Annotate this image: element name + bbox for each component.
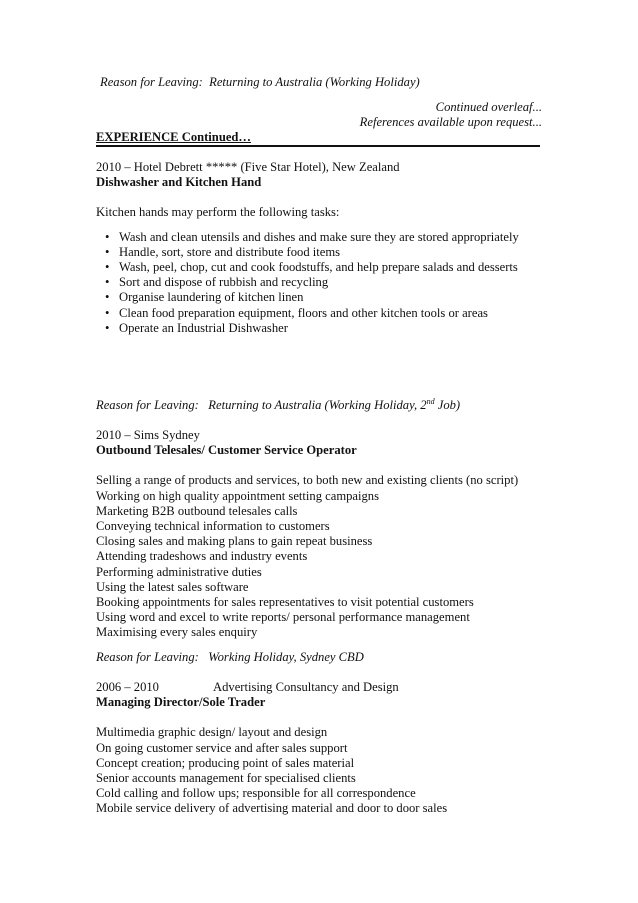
reason-label: Reason for Leaving: xyxy=(100,75,203,89)
reason-for-leaving-2 xyxy=(96,398,460,413)
bullet-icon: • xyxy=(105,229,110,244)
list-item: Cold calling and follow ups; responsible for all correspondence xyxy=(96,786,416,801)
list-item: Booking appointments for sales representatives to visit potential customers xyxy=(96,595,474,610)
job-advertising-dates-employer xyxy=(96,680,447,695)
list-item: Concept creation; producing point of sales material xyxy=(96,755,355,770)
bullet-icon: • xyxy=(105,260,110,275)
job-debrett xyxy=(96,160,519,336)
job-debrett-dates-employer: 2010 – Hotel Debrett ***** (Five Star Hotel), New Zealand xyxy=(96,160,400,174)
list-item: • Organise laundering of kitchen linen xyxy=(105,290,304,305)
list-item: • Wash and clean utensils and dishes and make sure they are stored appropriately xyxy=(105,229,519,244)
list-item: • Wash, peel, chop, cut and cook foodstuffs, and help prepare salads and desserts xyxy=(105,260,518,275)
list-item: Performing administrative duties xyxy=(96,564,262,579)
list-item: Working on high quality appointment setting campaigns xyxy=(96,488,380,503)
reason-for-leaving-1 xyxy=(100,75,420,90)
list-item: Attending tradeshows and industry events xyxy=(96,549,308,564)
bullet-icon: • xyxy=(105,290,110,305)
job-advertising xyxy=(96,680,447,817)
bullet-icon: • xyxy=(105,275,110,290)
job-debrett-intro: Kitchen hands may perform the following tasks: xyxy=(96,205,340,220)
reason-value: Working Holiday, Sydney CBD xyxy=(208,650,364,664)
references-note: References available upon request... xyxy=(359,115,542,129)
reason-value: Returning to Australia (Working Holiday) xyxy=(209,75,420,89)
job-advertising-employer: Advertising Consultancy and Design xyxy=(213,680,399,694)
list-item: Conveying technical information to customers xyxy=(96,519,330,534)
bullet-icon: • xyxy=(105,244,110,259)
job-advertising-dates: 2006 – 2010 xyxy=(96,680,159,694)
list-item: Selling a range of products and services, to both new and existing clients (no script) xyxy=(96,473,519,488)
job-sims xyxy=(96,428,518,641)
list-item: Using the latest sales software xyxy=(96,579,249,594)
experience-heading-text: EXPERIENCE Continued… xyxy=(96,130,252,144)
job-debrett-title: Dishwasher and Kitchen Hand xyxy=(96,175,262,190)
continued-overleaf: Continued overleaf... xyxy=(435,100,542,114)
list-item: Closing sales and making plans to gain repeat business xyxy=(96,534,373,549)
list-item: • Clean food preparation equipment, floors and other kitchen tools or areas xyxy=(105,305,488,320)
list-item: Mobile service delivery of advertising material and door to door sales xyxy=(96,801,448,816)
job-sims-dates-employer: 2010 – Sims Sydney xyxy=(96,428,200,442)
list-item: Marketing B2B outbound telesales calls xyxy=(96,503,298,518)
reason-value: Returning to Australia (Working Holiday, 2nd Job) xyxy=(208,396,461,412)
list-item: Maximising every sales enquiry xyxy=(96,625,258,640)
bullet-icon: • xyxy=(105,320,110,335)
list-item: • Operate an Industrial Dishwasher xyxy=(105,320,288,335)
list-item: • Handle, sort, store and distribute food items xyxy=(105,244,341,259)
reason-label: Reason for Leaving: xyxy=(96,398,199,412)
bullet-icon: • xyxy=(105,305,110,320)
list-item: Senior accounts management for specialised clients xyxy=(96,771,356,786)
list-item: On going customer service and after sales support xyxy=(96,740,348,755)
reason-label: Reason for Leaving: xyxy=(96,650,199,664)
reason-for-leaving-3 xyxy=(96,650,364,665)
job-debrett-task-list xyxy=(96,230,519,336)
list-item: Using word and excel to write reports/ personal performance management xyxy=(96,610,470,625)
experience-heading xyxy=(96,130,540,147)
list-item: • Sort and dispose of rubbish and recycling xyxy=(105,275,329,290)
list-item: Multimedia graphic design/ layout and design xyxy=(96,725,328,740)
job-sims-title: Outbound Telesales/ Customer Service Operator xyxy=(96,443,357,458)
job-advertising-title: Managing Director/Sole Trader xyxy=(96,695,266,710)
